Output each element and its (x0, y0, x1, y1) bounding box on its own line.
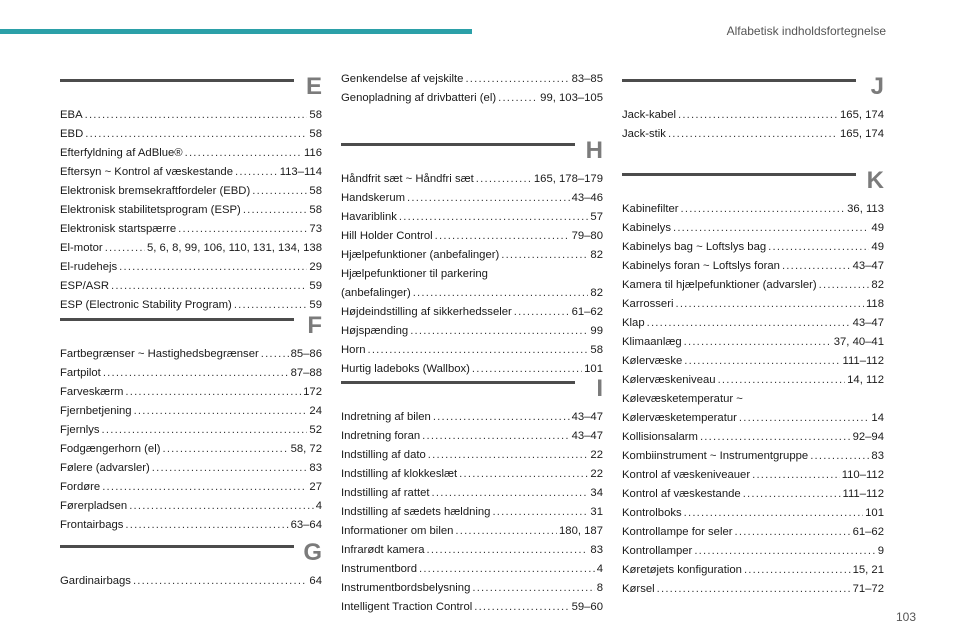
entry-term: Genkendelse af vejskilte (341, 73, 464, 85)
dot-leader (252, 182, 307, 201)
index-entries (341, 408, 603, 617)
entry-term: Kontrol af væskestande (622, 488, 741, 500)
entry-pages: 24 (309, 405, 322, 417)
dot-leader (125, 383, 301, 402)
index-entry (622, 561, 884, 580)
entry-term: Kølervæsketemperatur (622, 412, 737, 424)
dot-leader (235, 163, 278, 182)
entry-term: Fartbegrænser ~ Hastighedsbegrænser (60, 348, 259, 360)
dot-leader (435, 227, 570, 246)
dot-leader (105, 239, 145, 258)
entry-pages: 43–47 (852, 260, 884, 272)
entry-pages: 22 (590, 449, 603, 461)
entry-pages: 14, 112 (847, 374, 884, 386)
entry-term: Kontrollampe for seler (622, 526, 733, 538)
index-entries (60, 345, 322, 535)
entry-pages: 165, 178–179 (533, 173, 603, 185)
index-entry (341, 427, 603, 446)
entry-pages: 58 (309, 109, 322, 121)
index-entry (341, 322, 603, 341)
index-entry (60, 258, 322, 277)
entry-term: Hurtig ladeboks (Wallbox) (341, 363, 470, 375)
dot-leader (684, 504, 863, 523)
entry-term: Jack-kabel (622, 109, 676, 121)
entry-term: Kølervæske (622, 355, 683, 367)
entry-pages: 92–94 (852, 431, 884, 443)
index-entry (341, 303, 603, 322)
entry-term: Hjælpefunktioner til parkering (341, 268, 488, 280)
entry-term: Elektronisk startspærre (60, 223, 177, 235)
index-entry (60, 440, 322, 459)
entry-term: Klap (622, 317, 645, 329)
dot-leader (419, 560, 595, 579)
index-entry (341, 408, 603, 427)
dot-leader (125, 516, 288, 535)
dot-leader (498, 89, 538, 108)
dot-leader (102, 478, 307, 497)
entry-pages: 58 (309, 204, 322, 216)
entry-pages: 4 (315, 500, 322, 512)
index-entry (60, 201, 322, 220)
section-letter: I (596, 375, 603, 402)
dot-leader (492, 503, 588, 522)
index-entry (622, 447, 884, 466)
header-accent-bar (0, 29, 472, 34)
dot-leader (178, 220, 307, 239)
entry-pages: 101 (865, 507, 884, 519)
entry-term: Klimaanlæg (622, 336, 682, 348)
index-entry (60, 402, 322, 421)
entry-term: Informationer om bilen (341, 525, 454, 537)
entry-pages: 58 (309, 185, 322, 197)
dot-leader (684, 333, 832, 352)
entry-term: Kørsel (622, 583, 655, 595)
dot-leader (768, 238, 869, 257)
index-entry (622, 542, 884, 561)
entry-term: Højdeindstilling af sikkerhedsseler (341, 306, 512, 318)
section-letter: H (585, 137, 603, 164)
entry-term: Handskerum (341, 192, 406, 204)
entry-term: Fjernbetjening (60, 405, 132, 417)
dot-leader (261, 345, 289, 364)
index-entry (622, 219, 884, 238)
section-rule (60, 79, 294, 82)
index-entry (622, 371, 884, 390)
entry-pages: 59 (309, 280, 322, 292)
index-entry (341, 579, 603, 598)
index-entry (60, 572, 322, 591)
running-title: Alfabetisk indholdsfortegnelse (726, 24, 886, 38)
entry-term: Håndfrit sæt ~ Håndfri sæt (341, 173, 474, 185)
entry-pages: 58 (590, 344, 603, 356)
entry-pages: 37, 40–41 (833, 336, 884, 348)
dot-leader (455, 522, 557, 541)
entry-term: Kabinelys (622, 222, 671, 234)
dot-leader (407, 189, 570, 208)
entry-term: Infrarødt kamera (341, 544, 425, 556)
entry-term: El-rudehejs (60, 261, 118, 273)
entry-pages: 43–47 (852, 317, 884, 329)
entry-pages: 43–47 (571, 430, 603, 442)
index-entry (60, 497, 322, 516)
dot-leader (647, 314, 851, 333)
entry-term: Indretning foran (341, 430, 421, 442)
dot-leader (678, 106, 838, 125)
index-entry (341, 89, 603, 108)
dot-leader (129, 497, 314, 516)
dot-leader (743, 485, 841, 504)
dot-leader (433, 408, 570, 427)
dot-leader (459, 465, 588, 484)
index-entry (60, 459, 322, 478)
index-entry (622, 314, 884, 333)
dot-leader (427, 541, 589, 560)
dot-leader (782, 257, 851, 276)
entry-pages: 59–60 (571, 601, 603, 613)
index-entry (341, 503, 603, 522)
entry-term: EBA (60, 109, 83, 121)
entry-pages: 61–62 (852, 526, 884, 538)
index-entry (341, 484, 603, 503)
index-entry (60, 364, 322, 383)
entry-pages: 8 (596, 582, 603, 594)
dot-leader (472, 579, 594, 598)
entry-pages: 43–47 (571, 411, 603, 423)
index-entries (341, 70, 603, 108)
entry-term: Hjælpefunktioner (anbefalinger) (341, 249, 500, 261)
dot-leader (428, 446, 589, 465)
entry-pages: 101 (584, 363, 603, 375)
dot-leader (739, 409, 870, 428)
index-entry (60, 421, 322, 440)
entry-term: Karrosseri (622, 298, 674, 310)
entry-pages: 180, 187 (559, 525, 603, 537)
entry-term: Instrumentbordsbelysning (341, 582, 471, 594)
entry-term: Kabinelys bag ~ Loftslys bag (622, 241, 767, 253)
dot-leader (85, 106, 308, 125)
entry-pages: 27 (309, 481, 322, 493)
entry-pages: 113–114 (279, 166, 322, 178)
entry-pages: 9 (877, 545, 884, 557)
index-entry (60, 144, 322, 163)
section-rule (60, 318, 294, 321)
entry-term: Kombiinstrument ~ Instrumentgruppe (622, 450, 809, 462)
entry-term: Kontrollamper (622, 545, 693, 557)
entry-pages: 58 (309, 128, 322, 140)
index-entry (622, 523, 884, 542)
entry-pages: 49 (871, 241, 884, 253)
entry-pages: 165, 174 (840, 109, 884, 121)
dot-leader (185, 144, 302, 163)
dot-leader (694, 542, 875, 561)
entry-term: Indstilling af sædets hældning (341, 506, 491, 518)
entry-term: Indretning af bilen (341, 411, 431, 423)
entry-term: Efterfyldning af AdBlue® (60, 147, 183, 159)
index-entry (341, 284, 603, 303)
index-entry (341, 465, 603, 484)
entry-term: Frontairbags (60, 519, 124, 531)
dot-leader (133, 572, 307, 591)
section-rule (60, 545, 294, 548)
entry-pages: 71–72 (852, 583, 884, 595)
entry-term: Kølervæskeniveau (622, 374, 716, 386)
entry-term: Jack-stik (622, 128, 666, 140)
entry-term: Kølevæsketemperatur ~ (622, 393, 743, 405)
section-rule (341, 143, 575, 146)
entry-term: Højspænding (341, 325, 409, 337)
dot-leader (684, 352, 840, 371)
entry-term: Kabinelys foran ~ Loftslys foran (622, 260, 780, 272)
index-entry (622, 295, 884, 314)
index-entry (341, 265, 603, 284)
entry-pages: 36, 113 (847, 203, 884, 215)
entry-term: ESP/ASR (60, 280, 109, 292)
index-entry (60, 383, 322, 402)
entry-term: Hill Holder Control (341, 230, 433, 242)
index-entry (341, 246, 603, 265)
entry-term: Instrumentbord (341, 563, 417, 575)
dot-leader (85, 125, 307, 144)
entry-term: Følere (advarsler) (60, 462, 150, 474)
entry-pages: 110–112 (841, 469, 884, 481)
dot-leader (422, 427, 569, 446)
index-entry (60, 163, 322, 182)
entry-pages: 14 (871, 412, 884, 424)
dot-leader (111, 277, 307, 296)
index-entry (341, 341, 603, 360)
entry-pages: 165, 174 (840, 128, 884, 140)
index-entry (622, 352, 884, 371)
dot-leader (700, 428, 851, 447)
entry-pages: 34 (590, 487, 603, 499)
entry-term: El-motor (60, 242, 103, 254)
entry-term: Havariblink (341, 211, 397, 223)
entry-pages: 31 (590, 506, 603, 518)
dot-leader (668, 125, 838, 144)
entry-pages: 79–80 (571, 230, 603, 242)
section-rule (622, 79, 856, 82)
index-entries (622, 106, 884, 144)
dot-leader (134, 402, 308, 421)
index-entry (341, 560, 603, 579)
entry-pages: 5, 6, 8, 99, 106, 110, 131, 134, 138 (146, 242, 322, 254)
entry-pages: 4 (596, 563, 603, 575)
index-entry (622, 390, 884, 409)
index-entry (60, 478, 322, 497)
dot-leader (810, 447, 869, 466)
entry-term: Køretøjets konfiguration (622, 564, 742, 576)
section-letter: E (305, 73, 322, 100)
dot-leader (752, 466, 840, 485)
entry-pages: 99 (590, 325, 603, 337)
index-entry (60, 125, 322, 144)
index-entry (341, 541, 603, 560)
index-entry (622, 580, 884, 599)
index-entry (622, 428, 884, 447)
index-entries (60, 572, 322, 591)
entry-pages: 52 (309, 424, 322, 436)
index-entries (60, 106, 322, 315)
entry-term: Fordøre (60, 481, 101, 493)
index-entry (622, 257, 884, 276)
entry-pages: 43–46 (571, 192, 603, 204)
dot-leader (152, 459, 308, 478)
index-entry (60, 516, 322, 535)
entry-pages: 116 (303, 147, 322, 159)
index-entry (341, 446, 603, 465)
entry-term: Indstilling af dato (341, 449, 426, 461)
dot-leader (474, 598, 569, 617)
dot-leader (718, 371, 846, 390)
dot-leader (675, 295, 864, 314)
dot-leader (472, 360, 582, 379)
dot-leader (368, 341, 589, 360)
dot-leader (476, 170, 532, 189)
entry-pages: 58, 72 (290, 443, 322, 455)
entry-pages: 85–86 (290, 348, 322, 360)
entry-term: Intelligent Traction Control (341, 601, 473, 613)
index-entries (341, 170, 603, 379)
entry-term: Genopladning af drivbatteri (el) (341, 92, 497, 104)
entry-term: Elektronisk bremsekraftfordeler (EBD) (60, 185, 251, 197)
index-entry (622, 485, 884, 504)
entry-term: Kontrol af væskeniveauer (622, 469, 751, 481)
dot-leader (819, 276, 870, 295)
index-entry (341, 189, 603, 208)
entry-pages: 59 (309, 299, 322, 311)
index-entry (341, 208, 603, 227)
entry-pages: 99, 103–105 (540, 92, 603, 104)
entry-term: Horn (341, 344, 366, 356)
index-entries (622, 200, 884, 599)
entry-pages: 15, 21 (852, 564, 884, 576)
dot-leader (399, 208, 589, 227)
entry-term: Farveskærm (60, 386, 124, 398)
section-letter: G (303, 539, 322, 566)
index-entry (341, 170, 603, 189)
entry-pages: 57 (590, 211, 603, 223)
index-entry (341, 522, 603, 541)
section-rule (622, 173, 856, 176)
entry-pages: 83 (590, 544, 603, 556)
dot-leader (657, 580, 851, 599)
entry-pages: 118 (865, 298, 884, 310)
entry-term: Eftersyn ~ Kontrol af væskestande (60, 166, 233, 178)
dot-leader (681, 200, 846, 219)
section-rule (341, 381, 575, 384)
index-entry (60, 345, 322, 364)
index-entry (60, 239, 322, 258)
entry-term: Gardinairbags (60, 575, 131, 587)
entry-term: Kabinefilter (622, 203, 679, 215)
index-entry (60, 220, 322, 239)
index-entry (341, 70, 603, 89)
entry-term: Førerpladsen (60, 500, 128, 512)
dot-leader (243, 201, 308, 220)
index-entry (341, 227, 603, 246)
dot-leader (735, 523, 851, 542)
dot-leader (102, 421, 308, 440)
dot-leader (744, 561, 851, 580)
entry-pages: 29 (309, 261, 322, 273)
index-entry (60, 277, 322, 296)
entry-term: Kontrolboks (622, 507, 682, 519)
dot-leader (413, 284, 589, 303)
index-entry (60, 296, 322, 315)
dot-leader (465, 70, 569, 89)
entry-pages: 49 (871, 222, 884, 234)
entry-term: Fodgængerhorn (el) (60, 443, 161, 455)
index-entry (622, 504, 884, 523)
entry-pages: 111–112 (842, 488, 884, 500)
section-letter: K (866, 167, 884, 194)
entry-pages: 172 (303, 386, 322, 398)
dot-leader (103, 364, 289, 383)
dot-leader (514, 303, 570, 322)
section-letter: J (870, 73, 884, 100)
entry-term: Fartpilot (60, 367, 101, 379)
entry-pages: 73 (309, 223, 322, 235)
entry-pages: 82 (590, 287, 603, 299)
index-entry (60, 182, 322, 201)
dot-leader (432, 484, 589, 503)
entry-pages: 83 (871, 450, 884, 462)
entry-term: Indstilling af rattet (341, 487, 430, 499)
index-entry (341, 360, 603, 379)
entry-pages: 82 (590, 249, 603, 261)
entry-pages: 83–85 (571, 73, 603, 85)
entry-term: Elektronisk stabilitetsprogram (ESP) (60, 204, 241, 216)
dot-leader (410, 322, 588, 341)
entry-pages: 111–112 (842, 355, 884, 367)
dot-leader (673, 219, 869, 238)
entry-pages: 61–62 (571, 306, 603, 318)
index-entry (622, 106, 884, 125)
entry-term: Fjernlys (60, 424, 100, 436)
entry-term: Indstilling af klokkeslæt (341, 468, 458, 480)
index-entry (622, 409, 884, 428)
entry-pages: 64 (309, 575, 322, 587)
index-entry (622, 200, 884, 219)
entry-term: ESP (Electronic Stability Program) (60, 299, 232, 311)
index-entry (622, 466, 884, 485)
dot-leader (501, 246, 588, 265)
dot-leader (234, 296, 308, 315)
entry-pages: 83 (309, 462, 322, 474)
entry-pages: 82 (871, 279, 884, 291)
entry-term: (anbefalinger) (341, 287, 411, 299)
index-entry (341, 598, 603, 617)
entry-pages: 87–88 (290, 367, 322, 379)
index-entry (60, 106, 322, 125)
entry-pages: 63–64 (290, 519, 322, 531)
page-number: 103 (895, 610, 916, 624)
index-entry (622, 276, 884, 295)
section-letter: F (307, 312, 322, 339)
dot-leader (119, 258, 307, 277)
index-entry (622, 125, 884, 144)
entry-term: Kollisionsalarm (622, 431, 698, 443)
dot-leader (162, 440, 288, 459)
index-entry (622, 333, 884, 352)
entry-term: Kamera til hjælpefunktioner (advarsler) (622, 279, 817, 291)
index-entry (622, 238, 884, 257)
entry-pages: 22 (590, 468, 603, 480)
entry-term: EBD (60, 128, 84, 140)
